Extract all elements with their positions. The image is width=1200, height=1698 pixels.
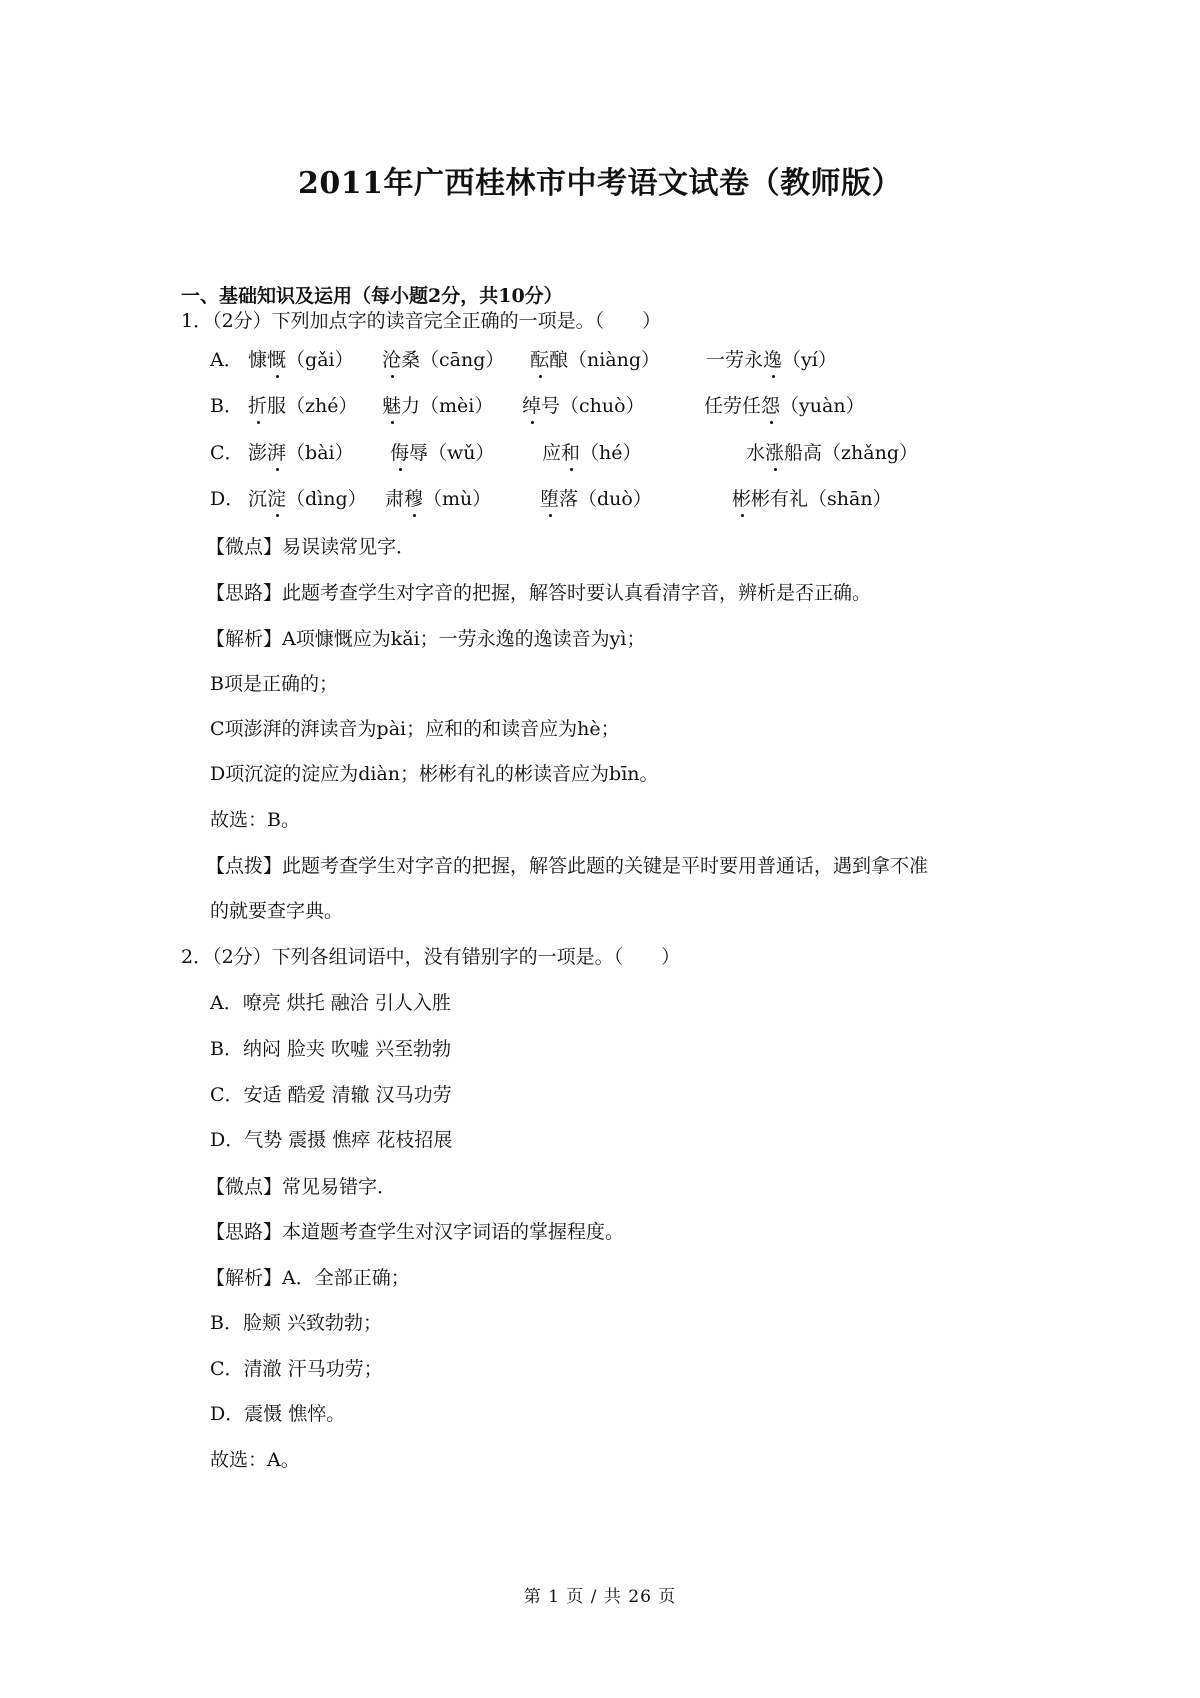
document-title: 2011年广西桂林市中考语文试卷（教师版） xyxy=(298,166,902,201)
q1-jiexi-line: 【解析】A项慷慨应为kǎi；一劳永逸的逸读音为yì； xyxy=(206,628,646,650)
section-heading: 一、基础知识及运用（每小题2分，共10分） xyxy=(181,285,563,307)
q2-jiexi-line: B．脸颊 兴致勃勃； xyxy=(210,1312,383,1334)
question-1-stem: 1．（2分）下列加点字的读音完全正确的一项是。（ ） xyxy=(181,310,662,332)
q2-option-b: B．纳闷 脸夹 吹嘘 兴至勃勃 xyxy=(210,1038,452,1060)
q1-jiexi-line: B项是正确的； xyxy=(210,673,338,695)
q2-option-d: D．气势 震摄 憔瘁 花枝招展 xyxy=(210,1129,453,1151)
q1-silu: 【思路】此题考查学生对字音的把握，解答时要认真看清字音，辨析是否正确。 xyxy=(206,582,872,604)
q1-dianbo: 【点拨】此题考查学生对字音的把握，解答此题的关键是平时要用普通话，遇到拿不准 xyxy=(206,855,929,877)
q2-jiexi-line: 【解析】A．全部正确； xyxy=(206,1267,410,1289)
q2-jiexi-line: C．清澈 汗马功劳； xyxy=(210,1358,383,1380)
q2-answer: 故选：A。 xyxy=(210,1449,300,1471)
q2-jiexi-line: D．震慑 憔悴。 xyxy=(210,1403,346,1425)
q2-option-c: C．安适 酷爱 清辙 汉马功劳 xyxy=(210,1084,452,1106)
q1-weidian: 【微点】易误读常见字． xyxy=(206,536,416,558)
question-2-stem: 2．（2分）下列各组词语中，没有错别字的一项是。（ ） xyxy=(181,946,681,968)
q1-jiexi-line: C项澎湃的湃读音为pài；应和的和读音应为hè； xyxy=(210,718,620,740)
q2-option-a: A．嘹亮 烘托 融洽 引人入胜 xyxy=(210,992,451,1014)
page-footer: 第 1 页 / 共 26 页 xyxy=(523,1587,677,1607)
q1-dianbo-cont: 的就要查字典。 xyxy=(210,900,344,922)
q2-silu: 【思路】本道题考查学生对汉字词语的掌握程度。 xyxy=(206,1221,625,1243)
q1-answer: 故选：B。 xyxy=(210,809,300,831)
q1-jiexi-line: D项沉淀的淀应为diàn；彬彬有礼的彬读音应为bīn。 xyxy=(210,763,659,785)
q2-weidian: 【微点】常见易错字． xyxy=(206,1176,397,1198)
